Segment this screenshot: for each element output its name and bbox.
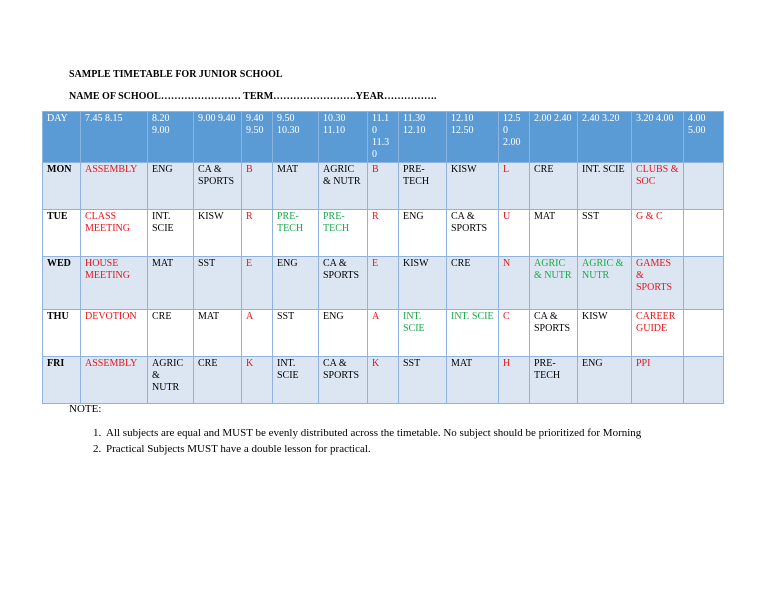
timetable bbox=[42, 111, 724, 404]
lesson-cell: A bbox=[242, 310, 273, 357]
document-title: SAMPLE TIMETABLE FOR JUNIOR SCHOOL bbox=[69, 69, 283, 80]
lesson-cell: DEVOTION bbox=[81, 310, 148, 357]
lesson-cell bbox=[684, 163, 724, 210]
notes-list bbox=[69, 425, 724, 457]
lesson-cell: PRE-TECH bbox=[273, 210, 319, 257]
timetable-row bbox=[43, 210, 724, 257]
lesson-cell bbox=[684, 257, 724, 310]
day-cell: FRI bbox=[43, 357, 81, 404]
lesson-cell: MAT bbox=[194, 310, 242, 357]
lesson-cell: R bbox=[368, 210, 399, 257]
header-cell: 2.40 3.20 bbox=[578, 112, 632, 163]
lesson-cell: CA & SPORTS bbox=[447, 210, 499, 257]
header-cell: 2.00 2.40 bbox=[530, 112, 578, 163]
lesson-cell: G & C bbox=[632, 210, 684, 257]
header-cell: 9.40 9.50 bbox=[242, 112, 273, 163]
lesson-cell: CAREER GUIDE bbox=[632, 310, 684, 357]
timetable-row bbox=[43, 163, 724, 210]
lesson-cell: SST bbox=[399, 357, 447, 404]
note-item: 2. Practical Subjects MUST have a double lesson for practical. bbox=[104, 441, 724, 457]
lesson-cell: PRE-TECH bbox=[319, 210, 368, 257]
lesson-cell: ASSEMBLY bbox=[81, 357, 148, 404]
lesson-cell: CA & SPORTS bbox=[530, 310, 578, 357]
lesson-cell: HOUSE MEETING bbox=[81, 257, 148, 310]
lesson-cell: CA & SPORTS bbox=[319, 357, 368, 404]
lesson-cell: PPI bbox=[632, 357, 684, 404]
lesson-cell: AGRIC & NUTR bbox=[319, 163, 368, 210]
lesson-cell: CLUBS & SOC bbox=[632, 163, 684, 210]
lesson-cell: INT. SCIE bbox=[447, 310, 499, 357]
lesson-cell: INT. SCIE bbox=[148, 210, 194, 257]
header-cell: 11.30 12.10 bbox=[399, 112, 447, 163]
lesson-cell: KISW bbox=[399, 257, 447, 310]
lesson-cell: ENG bbox=[578, 357, 632, 404]
lesson-cell: ASSEMBLY bbox=[81, 163, 148, 210]
lesson-cell: CLASS MEETING bbox=[81, 210, 148, 257]
lesson-cell: K bbox=[368, 357, 399, 404]
lesson-cell: B bbox=[242, 163, 273, 210]
lesson-cell: PRE-TECH bbox=[399, 163, 447, 210]
lesson-cell: CRE bbox=[148, 310, 194, 357]
day-cell: THU bbox=[43, 310, 81, 357]
timetable-row bbox=[43, 310, 724, 357]
lesson-cell: CA & SPORTS bbox=[194, 163, 242, 210]
lesson-cell: C bbox=[499, 310, 530, 357]
lesson-cell: ENG bbox=[319, 310, 368, 357]
lesson-cell: KISW bbox=[194, 210, 242, 257]
header-cell: 11.10 11.30 bbox=[368, 112, 399, 163]
lesson-cell: K bbox=[242, 357, 273, 404]
lesson-cell: SST bbox=[273, 310, 319, 357]
day-cell: WED bbox=[43, 257, 81, 310]
lesson-cell: L bbox=[499, 163, 530, 210]
lesson-cell bbox=[684, 357, 724, 404]
lesson-cell: N bbox=[499, 257, 530, 310]
lesson-cell: KISW bbox=[447, 163, 499, 210]
lesson-cell: MAT bbox=[148, 257, 194, 310]
lesson-cell: MAT bbox=[273, 163, 319, 210]
lesson-cell: AGRIC & NUTR bbox=[148, 357, 194, 404]
header-cell: 3.20 4.00 bbox=[632, 112, 684, 163]
lesson-cell: B bbox=[368, 163, 399, 210]
lesson-cell: CA & SPORTS bbox=[319, 257, 368, 310]
lesson-cell: H bbox=[499, 357, 530, 404]
lesson-cell: CRE bbox=[530, 163, 578, 210]
header-cell: 9.50 10.30 bbox=[273, 112, 319, 163]
lesson-cell: ENG bbox=[273, 257, 319, 310]
lesson-cell: INT. SCIE bbox=[578, 163, 632, 210]
header-cell: 12.50 2.00 bbox=[499, 112, 530, 163]
header-cell: 8.20 9.00 bbox=[148, 112, 194, 163]
lesson-cell: U bbox=[499, 210, 530, 257]
lesson-cell: A bbox=[368, 310, 399, 357]
lesson-cell: MAT bbox=[447, 357, 499, 404]
school-term-year-line: NAME OF SCHOOL…………………… TERM…………………….YEAR……………. bbox=[69, 91, 437, 102]
lesson-cell: ENG bbox=[148, 163, 194, 210]
note-label: NOTE: bbox=[69, 403, 102, 415]
header-row bbox=[43, 112, 724, 163]
lesson-cell: E bbox=[242, 257, 273, 310]
header-cell: 9.00 9.40 bbox=[194, 112, 242, 163]
header-cell: 10.30 11.10 bbox=[319, 112, 368, 163]
lesson-cell: GAMES & SPORTS bbox=[632, 257, 684, 310]
lesson-cell: AGRIC & NUTR bbox=[578, 257, 632, 310]
lesson-cell: ENG bbox=[399, 210, 447, 257]
lesson-cell: SST bbox=[578, 210, 632, 257]
lesson-cell: KISW bbox=[578, 310, 632, 357]
header-cell: 4.00 5.00 bbox=[684, 112, 724, 163]
header-cell: DAY bbox=[43, 112, 81, 163]
header-cell: 7.45 8.15 bbox=[81, 112, 148, 163]
lesson-cell: AGRIC & NUTR bbox=[530, 257, 578, 310]
lesson-cell: INT. SCIE bbox=[399, 310, 447, 357]
day-cell: MON bbox=[43, 163, 81, 210]
lesson-cell bbox=[684, 210, 724, 257]
lesson-cell: MAT bbox=[530, 210, 578, 257]
lesson-cell: R bbox=[242, 210, 273, 257]
lesson-cell: SST bbox=[194, 257, 242, 310]
lesson-cell: PRE-TECH bbox=[530, 357, 578, 404]
note-item: 1. All subjects are equal and MUST be evenly distributed across the timetable. No subject should be prioritized for Morning bbox=[104, 425, 724, 441]
day-cell: TUE bbox=[43, 210, 81, 257]
lesson-cell: INT. SCIE bbox=[273, 357, 319, 404]
timetable-row bbox=[43, 357, 724, 404]
timetable-row bbox=[43, 257, 724, 310]
lesson-cell bbox=[684, 310, 724, 357]
lesson-cell: E bbox=[368, 257, 399, 310]
lesson-cell: CRE bbox=[447, 257, 499, 310]
lesson-cell: CRE bbox=[194, 357, 242, 404]
header-cell: 12.10 12.50 bbox=[447, 112, 499, 163]
